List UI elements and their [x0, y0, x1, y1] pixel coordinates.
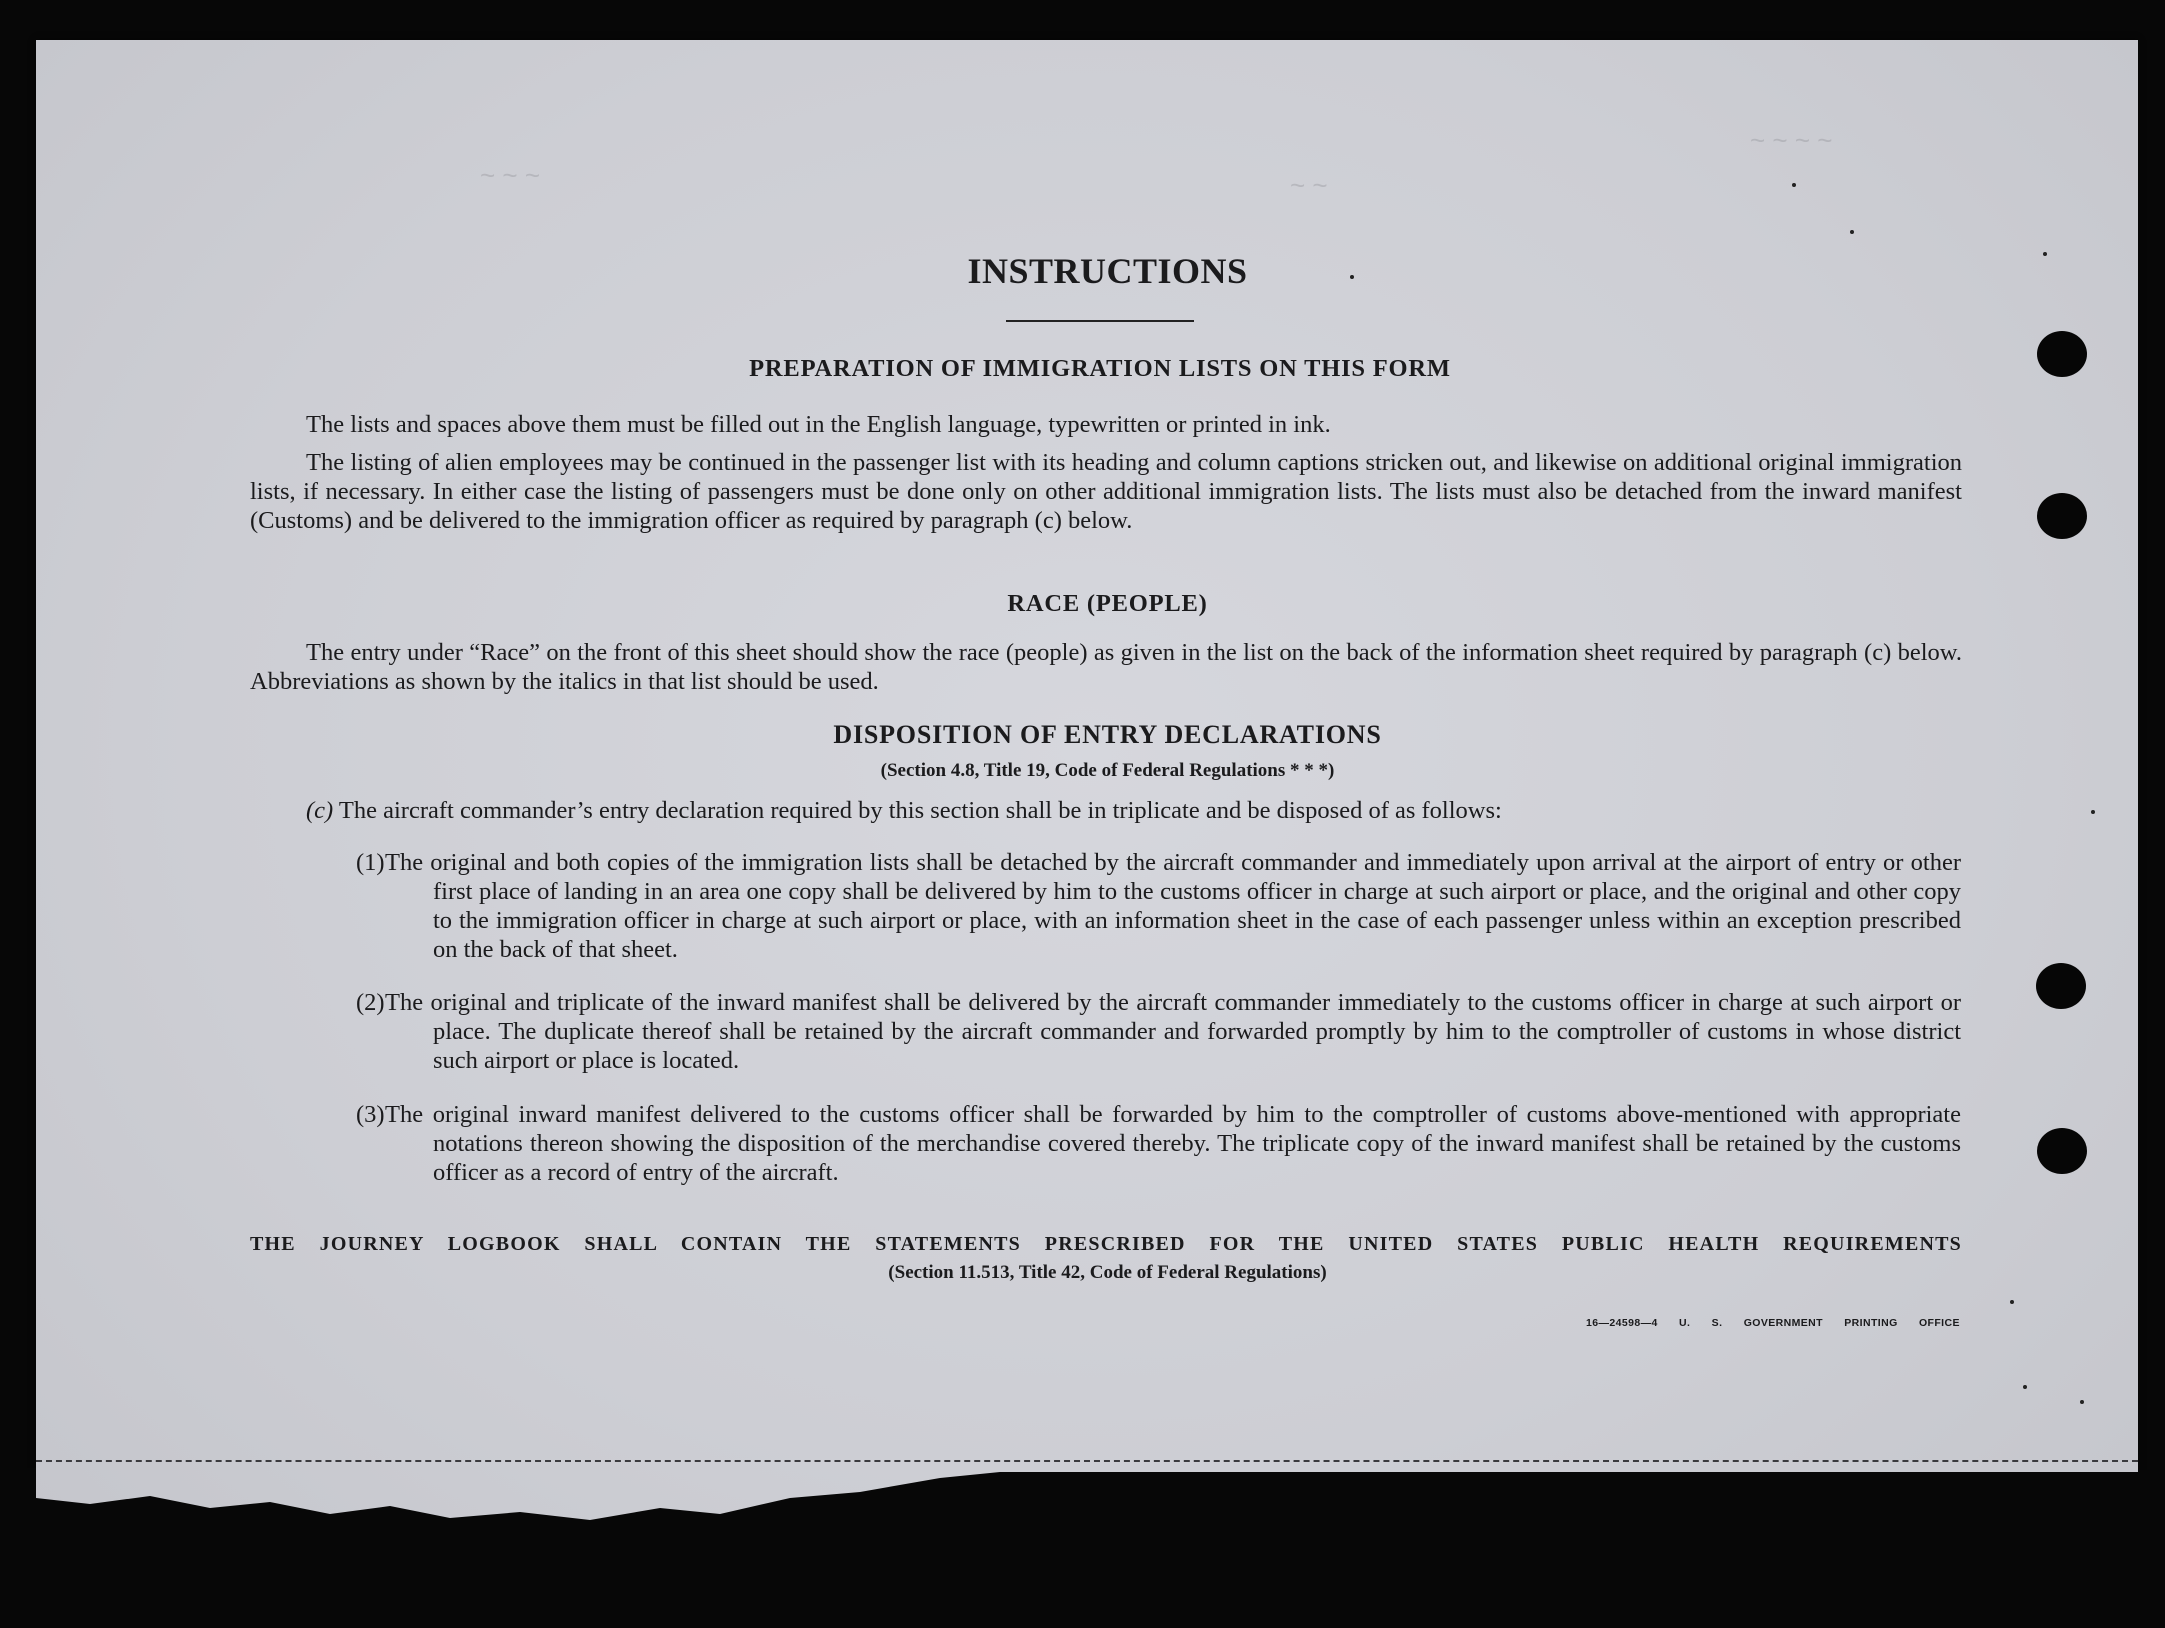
bleed-through-mark: ~ ~ — [1290, 170, 1328, 200]
speck — [2023, 1385, 2027, 1389]
intro-paragraph-text: The aircraft commander’s entry declaration required by this section shall be in triplicate and be disposed of as follows: — [338, 797, 1502, 824]
item-text: The original inward manifest delivered to the customs officer shall be forwarded by him to the comptroller of customs above-mentioned with appropriate notations thereon showing the disposition of the merchandise covered thereby. The triplicate copy of the inward manifest shall be retained by the customs officer as a record of entry of the aircraft. — [385, 1101, 1961, 1186]
speck — [2091, 810, 2095, 814]
punch-hole — [2037, 493, 2087, 539]
footer-citation: (Section 11.513, Title 42, Code of Federal Regulations) — [888, 1262, 1327, 1283]
speck — [2043, 252, 2047, 256]
printer-name: U. S. GOVERNMENT PRINTING OFFICE — [1679, 1317, 1960, 1329]
bleed-through-mark: ~ ~ ~ ~ — [1750, 125, 1833, 155]
speck — [1792, 183, 1796, 187]
disposition-item — [356, 1100, 1961, 1187]
item-text: The original and both copies of the immigration lists shall be detached by the aircraft commander and immediately upon arrival at the airport of entry or other first place of landing in an area one copy shall be delivered by him to the customs officer in charge at such airport or place, and the original and other copy to the immigration officer in charge at such airport or place, with an information sheet in the case of each passenger unless within an exception prescribed on the back of that sheet. — [385, 849, 1961, 963]
item-number: (1) — [356, 849, 385, 876]
page-title: INSTRUCTIONS — [967, 251, 1248, 291]
item-number: (2) — [356, 989, 385, 1016]
disposition-citation: (Section 4.8, Title 19, Code of Federal Regulations * * *) — [880, 760, 1335, 781]
punch-hole — [2037, 1128, 2087, 1174]
speck — [2010, 1300, 2014, 1304]
disposition-item — [356, 988, 1961, 1075]
item-text: The original and triplicate of the inward manifest shall be delivered by the aircraft commander immediately to the customs officer in charge at such airport or place. The duplicate thereof shall be retained by the aircraft commander and forwarded promptly by him to the comptroller of customs in whose district such airport or place is located. — [385, 989, 1961, 1074]
bleed-through-mark: ~ ~ ~ — [480, 160, 540, 190]
torn-edge — [0, 1468, 2165, 1628]
printer-code: 16—24598—4 — [1586, 1317, 1658, 1329]
footer-heading: THE JOURNEY LOGBOOK SHALL CONTAIN THE STATEMENTS PRESCRIBED FOR THE UNITED STATES PUBLIC HEALTH REQUIREMENTS — [250, 1233, 1962, 1255]
printer-imprint — [1586, 1317, 1960, 1329]
title-underline — [1006, 320, 1194, 322]
speck — [2080, 1400, 2084, 1404]
preparation-paragraph-2: The listing of alien employees may be continued in the passenger list with its heading and column captions stricken out, and likewise on additional original immigration lists, if necessary. In either case the listing of passengers must be done only on other additional immigration lists. The lists must also be detached from the inward manifest (Customs) and be delivered to the immigration officer as required by paragraph (c) below. — [250, 449, 1962, 534]
disposition-intro — [306, 796, 1966, 825]
punch-hole — [2036, 963, 2086, 1009]
item-number: (3) — [356, 1101, 385, 1128]
race-paragraph: The entry under “Race” on the front of this sheet should show the race (people) as given in the list on the back of the information sheet required by paragraph (c) below. Abbreviations as shown by the italics in that list should be used. — [250, 639, 1962, 695]
perforation-line — [36, 1460, 2138, 1462]
section-heading-race: RACE (PEOPLE) — [1007, 590, 1208, 617]
section-heading-preparation: PREPARATION OF IMMIGRATION LISTS ON THIS FORM — [749, 355, 1451, 382]
intro-paragraph-label: (c) — [306, 797, 334, 824]
punch-hole — [2037, 331, 2087, 377]
disposition-item — [356, 848, 1961, 964]
speck — [1850, 230, 1854, 234]
preparation-paragraph-1: The lists and spaces above them must be filled out in the English language, typewritten or printed in ink. — [306, 411, 1331, 438]
section-heading-disposition: DISPOSITION OF ENTRY DECLARATIONS — [833, 720, 1382, 749]
